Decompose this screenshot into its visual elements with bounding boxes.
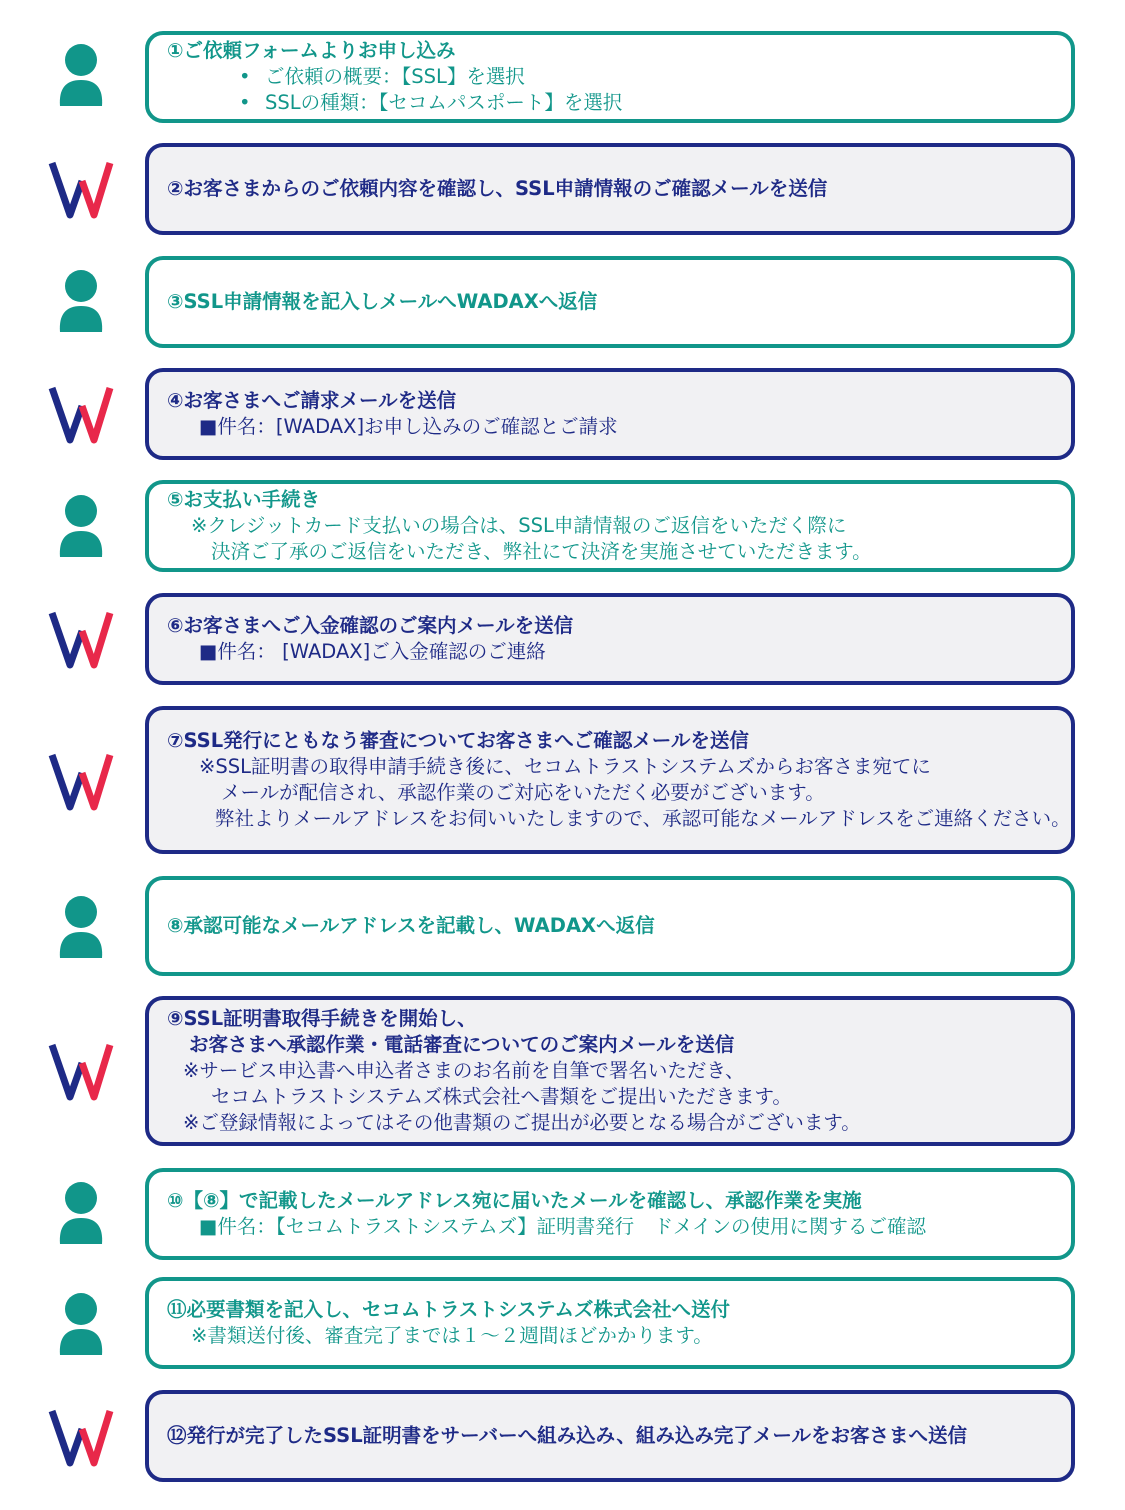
step-note: セコムトラストシステムズ株式会社へ書類をご提出いただきます。 — [211, 1085, 792, 1108]
step-title: ⑩【⑧】で記載したメールアドレス宛に届いたメールを確認し、承認作業を実施 — [167, 1189, 862, 1212]
step-title-line-2: お客さまへ承認作業・電話審査についてのご案内メールを送信 — [189, 1033, 735, 1056]
step-note: ※SSL証明書の取得申請手続き後に、セコムトラストシステムズからお客さま宛てに — [199, 755, 931, 778]
step-title: ⑨SSL証明書取得手続きを開始し、 — [167, 1007, 477, 1030]
step-box — [145, 996, 1075, 1146]
step-title: ③SSL申請情報を記入しメールへWADAXへ返信 — [167, 290, 598, 313]
step-subject-line: ■件名：[WADAX]お申し込みのご確認とご請求 — [199, 415, 618, 438]
person-icon — [46, 40, 116, 110]
person-icon — [46, 1178, 116, 1248]
step-box — [145, 1390, 1075, 1482]
step-title: ⑧承認可能なメールアドレスを記載し、WADAXへ返信 — [167, 914, 655, 937]
step-box — [145, 1168, 1075, 1260]
step-box — [145, 368, 1075, 460]
step-note: メールが配信され、承認作業のご対応をいただく必要がございます。 — [221, 781, 825, 804]
wadax-logo-icon — [46, 153, 116, 223]
step-title: ④お客さまへご請求メールを送信 — [167, 389, 457, 412]
step-note: 決済ご了承のご返信をいただき、弊社にて決済を実施させていただきます。 — [211, 540, 872, 563]
step-title: ⑪必要書類を記入し、セコムトラストシステムズ株式会社へ送付 — [167, 1298, 730, 1321]
step-box — [145, 31, 1075, 123]
step-title: ⑫発行が完了したSSL証明書をサーバーへ組み込み、組み込み完了メールをお客さまへ送信 — [167, 1424, 967, 1447]
person-icon — [46, 892, 116, 962]
step-title: ②お客さまからのご依頼内容を確認し、SSL申請情報のご確認メールを送信 — [167, 177, 828, 200]
step-note: ※サービス申込書へ申込者さまのお名前を自筆で署名いただき、 — [183, 1059, 745, 1082]
step-box — [145, 480, 1075, 572]
wadax-logo-icon — [46, 1401, 116, 1471]
step-box — [145, 256, 1075, 348]
step-title: ⑥お客さまへご入金確認のご案内メールを送信 — [167, 614, 574, 637]
step-box — [145, 1277, 1075, 1369]
step-note: 弊社よりメールアドレスをお伺いいたしますので、承認可能なメールアドレスをご連絡ください。 — [215, 807, 1071, 830]
step-subject-line: ■件名：【セコムトラストシステムズ】証明書発行 ドメインの使用に関するご確認 — [199, 1215, 927, 1238]
step-box — [145, 706, 1075, 854]
step-bullet: • SSLの種類：【セコムパスポート】を選択 — [167, 90, 1053, 116]
step-note: ※ご登録情報によってはその他書類のご提出が必要となる場合がございます。 — [183, 1111, 861, 1134]
wadax-logo-icon — [46, 378, 116, 448]
step-box — [145, 593, 1075, 685]
person-icon — [46, 491, 116, 561]
person-icon — [46, 266, 116, 336]
step-title: ①ご依頼フォームよりお申し込み — [167, 39, 456, 62]
step-box — [145, 876, 1075, 976]
wadax-logo-icon — [46, 1035, 116, 1105]
step-title: ⑦SSL発行にともなう審査についてお客さまへご確認メールを送信 — [167, 729, 749, 752]
step-box — [145, 143, 1075, 235]
step-note: ※クレジットカード支払いの場合は、SSL申請情報のご返信をいただく際に — [191, 514, 847, 537]
step-note: ※書類送付後、審査完了までは１～２週間ほどかかります。 — [191, 1324, 713, 1347]
person-icon — [46, 1289, 116, 1359]
step-subject-line: ■件名： [WADAX]ご入金確認のご連絡 — [199, 640, 546, 663]
wadax-logo-icon — [46, 603, 116, 673]
wadax-logo-icon — [46, 745, 116, 815]
step-title: ⑤お支払い手続き — [167, 488, 321, 511]
step-bullet: • ご依頼の概要：【SSL】を選択 — [167, 64, 1053, 90]
